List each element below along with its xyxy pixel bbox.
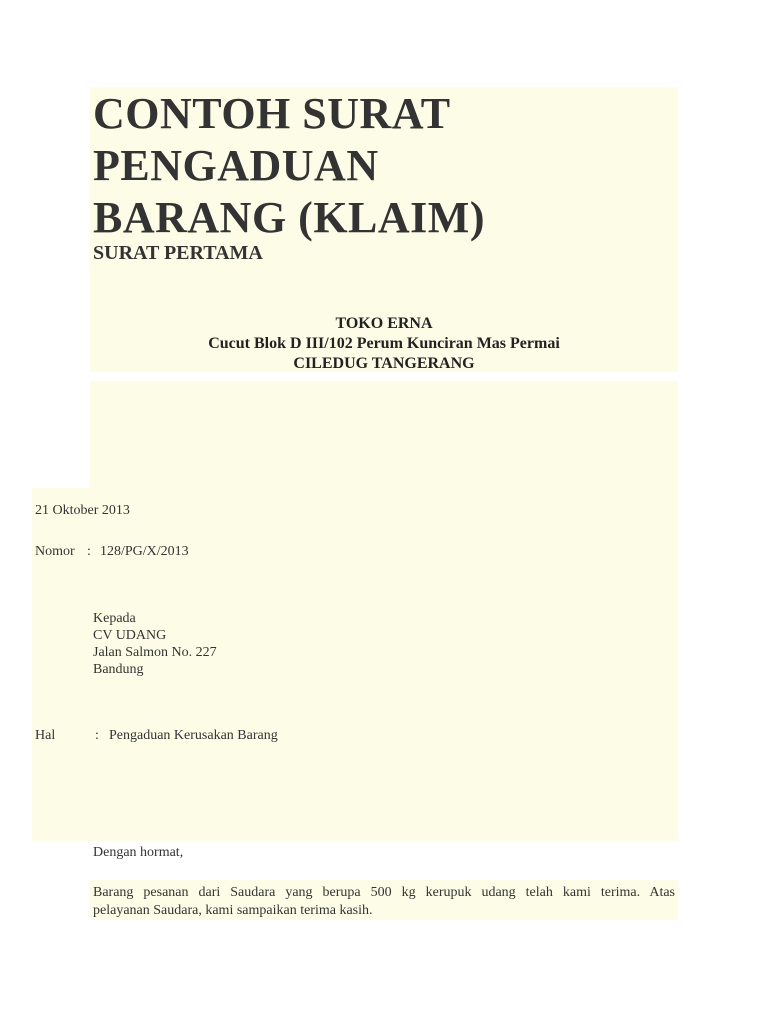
recipient-name: CV UDANG bbox=[93, 628, 167, 643]
recipient-kepada: Kepada bbox=[93, 611, 136, 626]
nomor-separator: : bbox=[87, 544, 91, 559]
hal-value: Pengaduan Kerusakan Barang bbox=[109, 728, 278, 743]
company-address: Cucut Blok D III/102 Perum Kunciran Mas Permai bbox=[208, 335, 560, 352]
subtitle: SURAT PERTAMA bbox=[93, 242, 263, 264]
company-name: TOKO ERNA bbox=[335, 315, 433, 332]
company-city: CILEDUG TANGERANG bbox=[293, 355, 475, 372]
letter-date: 21 Oktober 2013 bbox=[35, 503, 130, 518]
body-line-1: Barang pesanan dari Saudara yang berupa 500 kg kerupuk udang telah kami terima. Atas bbox=[93, 885, 675, 900]
title-line-3: BARANG (KLAIM) bbox=[93, 193, 485, 242]
nomor-label: Nomor bbox=[35, 544, 75, 559]
body-line-2: pelayanan Saudara, kami sampaikan terima kasih. bbox=[93, 903, 373, 918]
hal-label: Hal bbox=[35, 728, 56, 743]
hal-separator: : bbox=[95, 728, 99, 743]
left-highlight bbox=[32, 488, 92, 841]
body-paragraph bbox=[93, 884, 675, 920]
body-highlight bbox=[90, 381, 678, 841]
document-title bbox=[93, 88, 673, 244]
letterhead bbox=[93, 314, 675, 374]
recipient-city: Bandung bbox=[93, 662, 144, 677]
nomor-value: 128/PG/X/2013 bbox=[100, 544, 189, 559]
recipient-street: Jalan Salmon No. 227 bbox=[93, 645, 217, 660]
greeting: Dengan hormat, bbox=[93, 845, 184, 860]
title-line-1: CONTOH SURAT bbox=[93, 89, 451, 138]
title-line-2: PENGADUAN bbox=[93, 141, 379, 190]
